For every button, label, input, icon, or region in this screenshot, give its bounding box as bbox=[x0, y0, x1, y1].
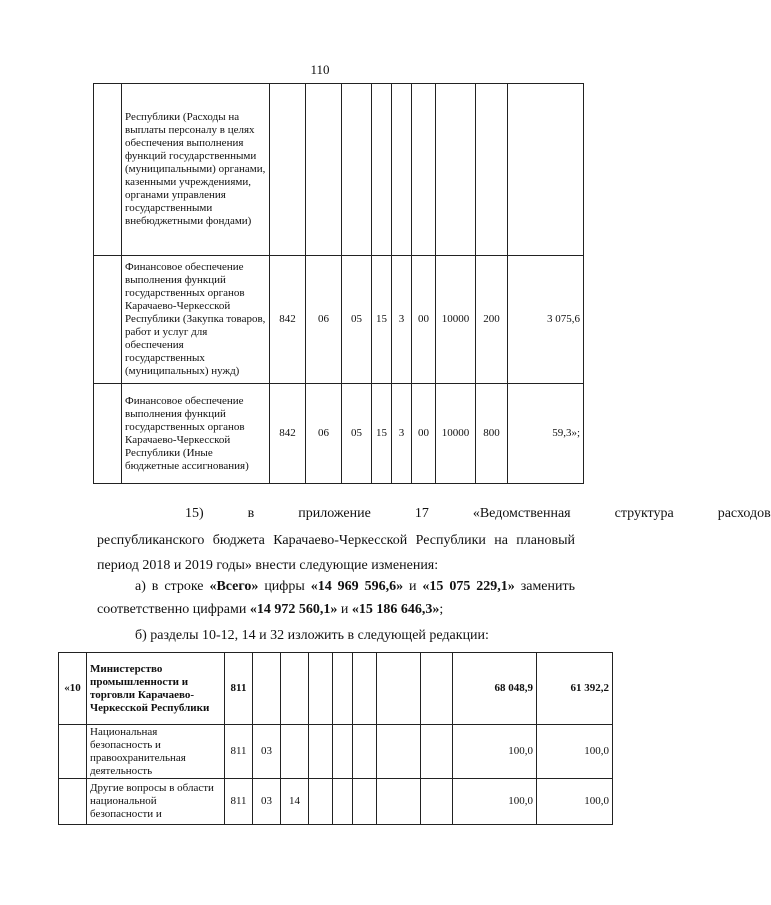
code-event bbox=[353, 653, 377, 725]
text: цифры bbox=[258, 579, 311, 594]
row-name: Национальная безопасность и правоохранительная деятельность bbox=[87, 725, 225, 779]
row-name: Другие вопросы в области национальной безопасности и bbox=[87, 779, 225, 825]
code-gov: 811 bbox=[225, 725, 253, 779]
code-subprogram: 3 bbox=[392, 384, 412, 484]
amount: 3 075,6 bbox=[508, 256, 584, 384]
code-program: 15 bbox=[372, 256, 392, 384]
paragraph-a-line1 bbox=[97, 577, 575, 597]
amount: 59,3»; bbox=[508, 384, 584, 484]
section-number bbox=[59, 779, 87, 825]
code-direction bbox=[377, 653, 421, 725]
row-name: Республики (Расходы на выплаты персоналу в целях обеспечения выполнения функций государственными (муниципальными) органами, казенными учреждениями, органами управления государственными внебюджетными фондами) bbox=[122, 84, 270, 256]
code-event bbox=[353, 725, 377, 779]
code-program bbox=[309, 653, 333, 725]
bold-number: «15 186 646,3» bbox=[351, 602, 440, 617]
code-expense-type: 800 bbox=[476, 384, 508, 484]
text: и bbox=[337, 602, 352, 617]
code-subsection: 14 bbox=[281, 779, 309, 825]
amount-2019: 100,0 bbox=[537, 779, 613, 825]
code-section bbox=[306, 84, 342, 256]
paragraph-15-line3: период 2018 и 2019 годы» внести следующие изменения: bbox=[97, 558, 439, 573]
amount-2018: 100,0 bbox=[453, 725, 537, 779]
text: и bbox=[403, 579, 423, 594]
code-program bbox=[372, 84, 392, 256]
word: 15) bbox=[185, 506, 204, 521]
code-subprogram bbox=[333, 653, 353, 725]
code-subsection: 05 bbox=[342, 256, 372, 384]
code-section: 06 bbox=[306, 256, 342, 384]
code-section: 06 bbox=[306, 384, 342, 484]
code-section: 03 bbox=[253, 779, 281, 825]
word: приложение bbox=[298, 506, 371, 521]
paragraph-15 bbox=[97, 504, 771, 576]
code-program bbox=[309, 779, 333, 825]
code-direction: 10000 bbox=[436, 384, 476, 484]
code-subprogram bbox=[392, 84, 412, 256]
bold-text: «Всего» bbox=[209, 579, 259, 594]
text: а) в строке bbox=[135, 579, 210, 594]
amount-2018: 100,0 bbox=[453, 779, 537, 825]
code-subprogram bbox=[333, 725, 353, 779]
bold-number: «14 972 560,1» bbox=[249, 602, 338, 617]
code-gov: 842 bbox=[270, 384, 306, 484]
departmental-structure-table bbox=[58, 652, 613, 825]
code-program bbox=[309, 725, 333, 779]
code-subsection bbox=[281, 725, 309, 779]
paragraph-15-line1 bbox=[97, 504, 771, 524]
empty-cell bbox=[94, 256, 122, 384]
table-row bbox=[94, 384, 584, 484]
code-gov: 842 bbox=[270, 256, 306, 384]
amount-2019: 61 392,2 bbox=[537, 653, 613, 725]
table-row bbox=[59, 725, 613, 779]
code-expense-type bbox=[421, 725, 453, 779]
empty-cell bbox=[94, 84, 122, 256]
text: соответственно цифрами bbox=[97, 602, 250, 617]
word: структура bbox=[614, 506, 674, 521]
bold-number: «14 969 596,6» bbox=[310, 579, 404, 594]
code-gov bbox=[270, 84, 306, 256]
amount-2018: 68 048,9 bbox=[453, 653, 537, 725]
table-row bbox=[94, 84, 584, 256]
text: заменить bbox=[514, 579, 576, 594]
word: расходов bbox=[717, 506, 771, 521]
text: ; bbox=[439, 602, 444, 617]
code-expense-type bbox=[476, 84, 508, 256]
paragraph-a bbox=[97, 577, 575, 620]
section-number bbox=[59, 725, 87, 779]
code-subprogram: 3 bbox=[392, 256, 412, 384]
code-direction bbox=[377, 725, 421, 779]
code-section bbox=[253, 653, 281, 725]
page-number: 110 bbox=[310, 62, 330, 77]
code-program: 15 bbox=[372, 384, 392, 484]
code-direction: 10000 bbox=[436, 256, 476, 384]
code-expense-type bbox=[421, 779, 453, 825]
word: «Ведомственная bbox=[472, 506, 571, 521]
amount-2019: 100,0 bbox=[537, 725, 613, 779]
paragraph-15-line2: республиканского бюджета Карачаево-Черкесской Республики на плановый bbox=[97, 533, 575, 548]
word: в bbox=[247, 506, 255, 521]
code-subprogram bbox=[333, 779, 353, 825]
code-event bbox=[353, 779, 377, 825]
expenditure-table-continued bbox=[93, 83, 584, 484]
row-name: Финансовое обеспечение выполнения функций государственных органов Карачаево-Черкесской Республики (Закупка товаров, работ и услуг для обеспечения государственных (муниципальных) нужд) bbox=[122, 256, 270, 384]
table-row bbox=[59, 779, 613, 825]
paragraph-a-line2 bbox=[97, 600, 575, 620]
code-direction bbox=[377, 779, 421, 825]
code-gov: 811 bbox=[225, 653, 253, 725]
code-event: 00 bbox=[412, 384, 436, 484]
code-gov: 811 bbox=[225, 779, 253, 825]
bold-number: «15 075 229,1» bbox=[422, 579, 515, 594]
code-event: 00 bbox=[412, 256, 436, 384]
row-name: Министерство промышленности и торговли Карачаево-Черкесской Республики bbox=[87, 653, 225, 725]
section-number: «10 bbox=[59, 653, 87, 725]
code-event bbox=[412, 84, 436, 256]
code-expense-type: 200 bbox=[476, 256, 508, 384]
empty-cell bbox=[94, 384, 122, 484]
code-subsection bbox=[281, 653, 309, 725]
row-name: Финансовое обеспечение выполнения функций государственных органов Карачаево-Черкесской Республики (Иные бюджетные ассигнования) bbox=[122, 384, 270, 484]
word: 17 bbox=[414, 506, 429, 521]
code-subsection: 05 bbox=[342, 384, 372, 484]
code-subsection bbox=[342, 84, 372, 256]
code-section: 03 bbox=[253, 725, 281, 779]
code-direction bbox=[436, 84, 476, 256]
paragraph-b: б) разделы 10-12, 14 и 32 изложить в следующей редакции: bbox=[135, 628, 489, 643]
table-row bbox=[59, 653, 613, 725]
amount bbox=[508, 84, 584, 256]
code-expense-type bbox=[421, 653, 453, 725]
table-row bbox=[94, 256, 584, 384]
